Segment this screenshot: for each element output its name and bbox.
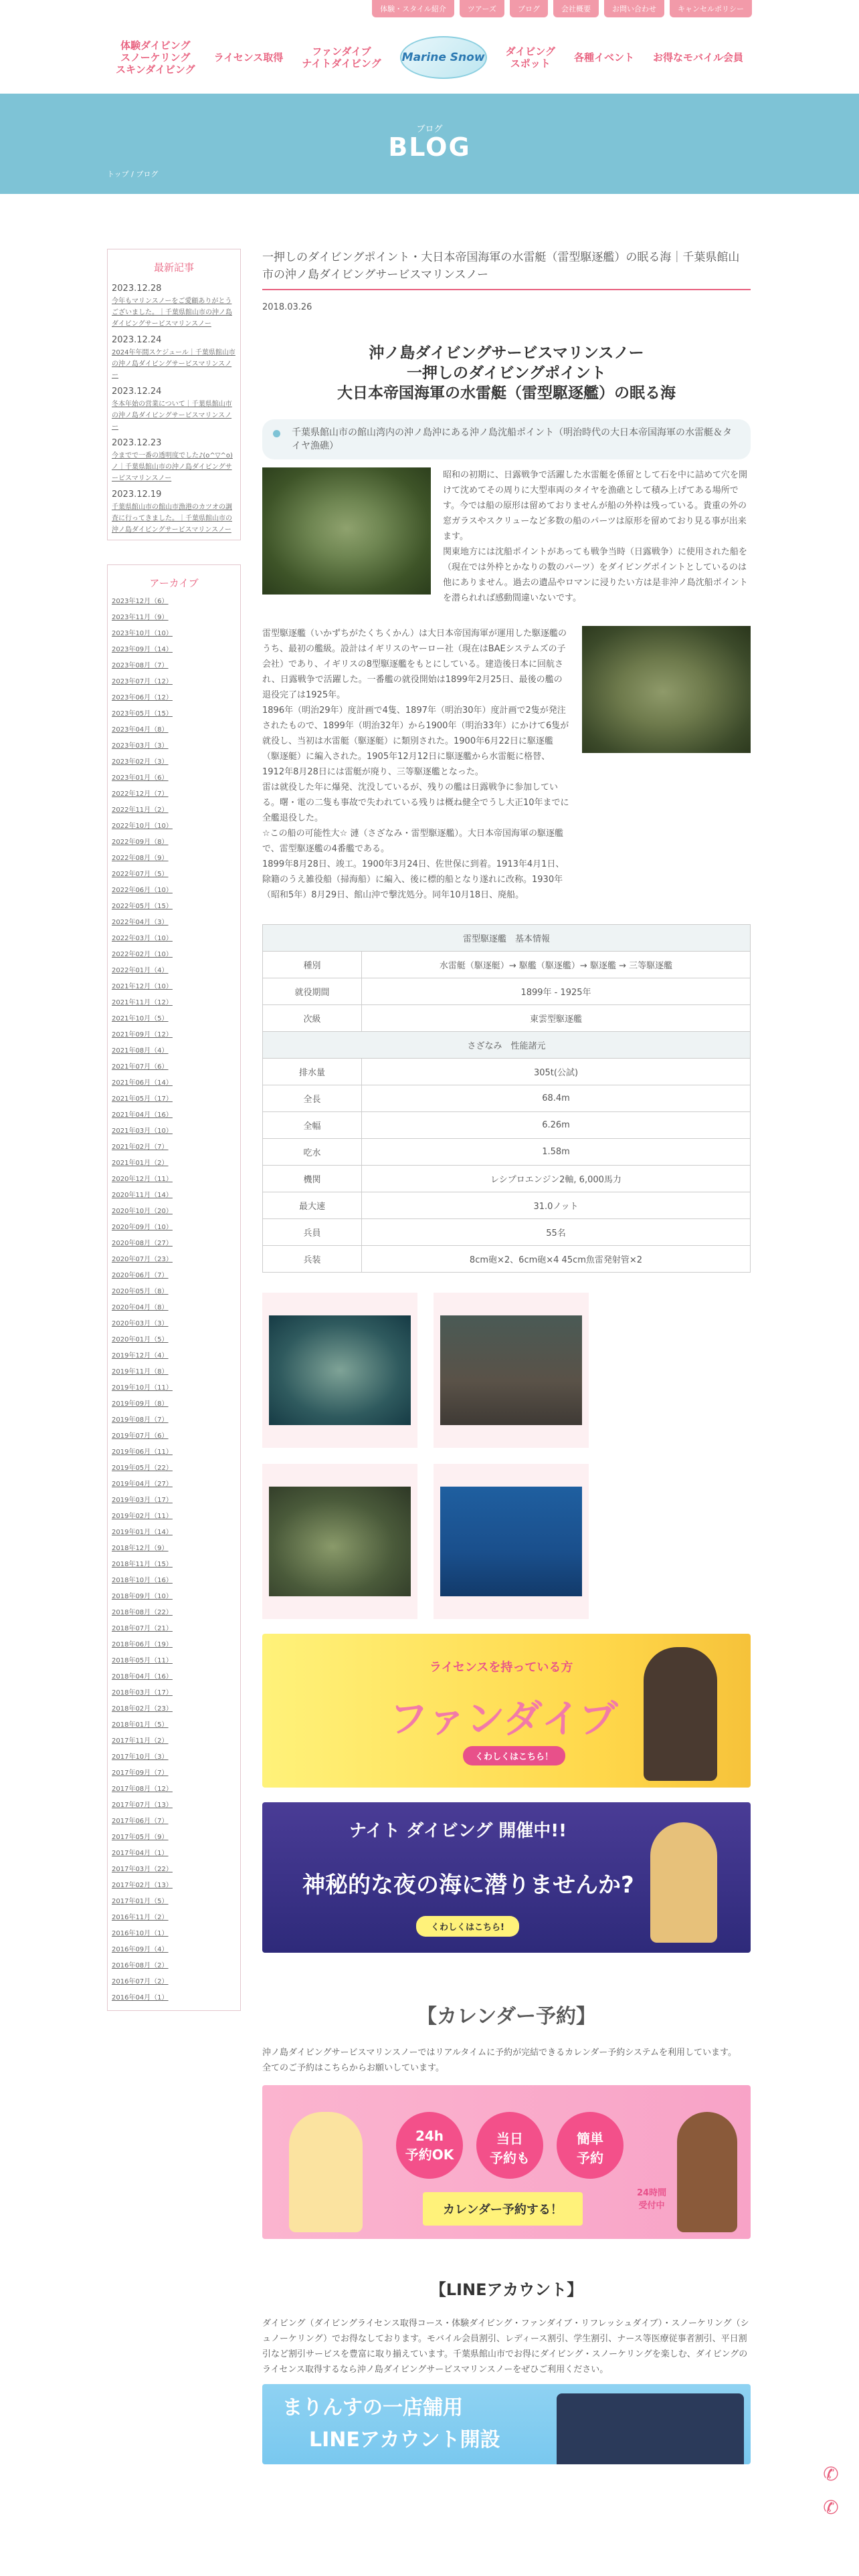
nav-events[interactable]: 各種イベント — [574, 51, 635, 64]
recent-date: 2023.12.24 — [112, 387, 162, 397]
archive-link[interactable]: 2022年04月（3） — [112, 919, 169, 926]
archive-link[interactable]: 2021年10月（5） — [112, 1015, 169, 1023]
table-value: 305t(公試) — [362, 1059, 751, 1085]
archive-link[interactable]: 2021年08月（4） — [112, 1047, 169, 1055]
archive-link[interactable]: 2018年03月（17） — [112, 1689, 173, 1697]
table-value: 東雲型駆逐艦 — [362, 1005, 751, 1032]
archive-link[interactable]: 2023年10月（10） — [112, 630, 173, 637]
intro-paragraph: 昭和の初期に、日露戦争で活躍した水雷艇を係留として石を中に詰めて穴を開けて沈めてその周りに大型車両のタイヤを漁礁として積み上げてある場所です。今では船の原形は留めておりませんが船の外枠は残っている。貴重の外の窓ガラスやスクリューなど多数の船のパーツは原形を留めており見る事が出来ます。 関東地方には沈船ポイントがあっても戦争当時（日露戦争）に使用された船を（現在では外枠とかなりの数のパーツ）をダイビングポイントとしているのは他にありません。過去の遺品やロマンに浸りたい方は是非沖ノ島沈船ポイントを潜られれば感動間違いないです。 — [443, 470, 748, 603]
nav-fundive[interactable]: ファンダイブ ナイトダイビング — [302, 45, 381, 70]
table-header: 雷型駆逐艦 基本情報 — [263, 925, 751, 952]
table-key: 全長 — [263, 1085, 362, 1112]
breadcrumb[interactable]: トップ / ブログ — [107, 170, 159, 179]
staff-character — [677, 2112, 737, 2232]
table-key: 次級 — [263, 1005, 362, 1032]
archive-link[interactable]: 2019年07月（6） — [112, 1432, 169, 1440]
archive-link[interactable]: 2022年03月（10） — [112, 935, 173, 942]
archive-link[interactable]: 2020年07月（23） — [112, 1256, 173, 1263]
archive-link[interactable]: 2020年01月（5） — [112, 1336, 169, 1344]
table-row — [263, 952, 751, 978]
archive-link[interactable]: 2022年12月（7） — [112, 790, 169, 798]
archive-link[interactable]: 2018年06月（19） — [112, 1641, 173, 1648]
archive-link[interactable]: 2021年09月（12） — [112, 1031, 173, 1039]
archive-link[interactable]: 2016年04月（1） — [112, 1994, 169, 2002]
badge-24h: 24h 予約OK — [396, 2112, 463, 2179]
night-small: ナイト ダイビング 開催中!! — [349, 1821, 567, 1841]
recent-date: 2023.12.19 — [112, 490, 162, 500]
line-text: ダイビング（ダイビングライセンス取得コース・体験ダイビング・ファンダイブ・リフレッシュダイブ）・スノーケリング（シュノーケリング）でお得なしております。モバイル会員割引、レディース割引、学生割引、ナース等医療従事者割引、平日割引など割引サービスを豊富に取り揃えています。千葉県館山市でお得にダイビング・スノーケリングを楽しむ、ダイビングのライセンス取得するなら沖ノ島ダイビングサービスマリンスノーをぜひご利用ください。 — [262, 2319, 749, 2375]
recent-post-link[interactable]: 冬本年始の営業について｜千葉県館山市の沖ノ島ダイビングサービスマリンスノー — [112, 401, 232, 431]
recent-post-link[interactable]: 2024年年間スケジュール｜千葉県館山市の沖ノ島ダイビングサービスマリンスノー — [112, 349, 235, 379]
recent-post-link[interactable]: 今までで一番の透明度でした♪(o^▽^o)ノ｜千葉県館山市の沖ノ島ダイビングサービスマリンスノー — [112, 452, 233, 482]
table-key: 最大速 — [263, 1192, 362, 1219]
archive-link[interactable]: 2018年02月（23） — [112, 1705, 173, 1713]
archive-link[interactable]: 2017年01月（5） — [112, 1898, 169, 1905]
night-button[interactable]: くわしくはこちら! — [416, 1916, 519, 1937]
archive-link[interactable]: 2018年08月（22） — [112, 1609, 173, 1616]
archive-link[interactable]: 2017年05月（9） — [112, 1834, 169, 1841]
archive-link[interactable]: 2020年08月（27） — [112, 1240, 173, 1247]
fundive-small: ライセンスを持っている方 — [430, 1660, 573, 1675]
archive-link[interactable]: 2022年05月（15） — [112, 903, 173, 910]
archive-link[interactable]: 2021年12月（10） — [112, 983, 173, 990]
archive — [107, 564, 241, 2011]
archive-link[interactable]: 2022年09月（8） — [112, 839, 169, 846]
table-key: 全幅 — [263, 1112, 362, 1139]
night-character — [650, 1822, 717, 1943]
recent-date: 2023.12.23 — [112, 438, 162, 448]
recent-title: 最新記事 — [153, 261, 194, 274]
archive-link[interactable]: 2023年05月（15） — [112, 710, 173, 718]
top-link-cancel[interactable]: キャンセルポリシー — [670, 0, 752, 17]
archive-link[interactable]: 2019年02月（11） — [112, 1513, 173, 1520]
archive-link[interactable]: 2017年06月（7） — [112, 1818, 169, 1825]
table-header: さざなみ 性能諸元 — [263, 1032, 751, 1059]
archive-link[interactable]: 2020年12月（11） — [112, 1176, 173, 1183]
archive-link[interactable]: 2021年05月（17） — [112, 1095, 173, 1103]
top-links — [372, 0, 752, 17]
line-big: まりんすの一店舗用 — [282, 2396, 463, 2420]
archive-link[interactable]: 2020年05月（8） — [112, 1288, 169, 1295]
archive-link[interactable]: 2019年11月（8） — [112, 1368, 169, 1376]
table-value: 6.26m — [362, 1112, 751, 1139]
archive-link[interactable]: 2023年12月（6） — [112, 598, 169, 605]
table-row — [263, 1005, 751, 1032]
phone-icon[interactable]: ✆ — [823, 2463, 839, 2485]
archive-link[interactable]: 2019年01月（14） — [112, 1529, 173, 1536]
archive-link[interactable]: 2019年08月（7） — [112, 1416, 169, 1424]
table-value: 1899年 - 1925年 — [362, 978, 751, 1005]
archive-link[interactable]: 2023年03月（3） — [112, 742, 169, 750]
article — [262, 249, 751, 2464]
archive-link[interactable]: 2023年06月（12） — [112, 694, 173, 702]
table-value: レシプロエンジン2軸, 6,000馬力 — [362, 1166, 751, 1192]
archive-link[interactable]: 2019年04月（27） — [112, 1481, 173, 1488]
section-subheading: 千葉県館山市の館山湾内の沖ノ島沖にある沖ノ島沈船ポイント（明治時代の大日本帝国海軍の水雷艇＆タイヤ漁礁） — [262, 419, 751, 459]
heading-line: 沖ノ島ダイビングサービスマリンスノー — [369, 344, 644, 362]
top-link-company[interactable]: 会社概要 — [553, 0, 599, 17]
archive-link[interactable]: 2022年11月（2） — [112, 807, 169, 814]
calendar-title: 【カレンダー予約】 — [416, 2005, 597, 2028]
archive-link[interactable]: 2021年11月（12） — [112, 999, 173, 1006]
archive-link[interactable]: 2019年03月（17） — [112, 1497, 173, 1504]
calendar-text: 沖ノ島ダイビングサービスマリンスノーではリアルタイムに予約が完結できるカレンダー予約システムを利用しています。 全てのご予約はこちらからお願いしています。 — [262, 2048, 737, 2073]
fundive-big: ファンダイブ — [389, 1696, 618, 1741]
archive-link[interactable]: 2019年12月（4） — [112, 1352, 169, 1360]
badge-sameday: 当日 予約も — [476, 2112, 543, 2179]
archive-link[interactable]: 2017年04月（1） — [112, 1850, 169, 1857]
archive-link[interactable]: 2023年07月（12） — [112, 678, 173, 685]
heading-line: 大日本帝国海軍の水雷艇（雷型駆逐艦）の眠る海 — [337, 385, 676, 402]
table-value: 55名 — [362, 1219, 751, 1246]
table-key: 兵員 — [263, 1219, 362, 1246]
archive-link[interactable]: 2023年04月（8） — [112, 726, 169, 734]
recent-post-link[interactable]: 今年もマリンスノーをご愛顧ありがとうございました。｜千葉県館山市の沖ノ島ダイビングサービスマリンスノー — [112, 298, 232, 328]
night-big: 神秘的な夜の海に潜りませんか? — [302, 1872, 634, 1899]
archive-link[interactable]: 2020年09月（10） — [112, 1224, 173, 1231]
gallery-item[interactable] — [434, 1293, 589, 1448]
archive-title: アーカイブ — [149, 577, 199, 589]
recent-date: 2023.12.24 — [112, 335, 162, 345]
archive-link[interactable]: 2016年09月（4） — [112, 1946, 169, 1953]
archive-link[interactable]: 2020年06月（7） — [112, 1272, 169, 1279]
article-heading — [262, 343, 751, 403]
table-row — [263, 1192, 751, 1219]
archive-link[interactable]: 2018年12月（9） — [112, 1545, 169, 1552]
fundive-banner[interactable] — [262, 1634, 751, 1788]
table-row — [263, 1219, 751, 1246]
archive-link[interactable]: 2019年05月（22） — [112, 1465, 173, 1472]
fundive-button[interactable]: くわしくはこちら！ — [463, 1746, 565, 1765]
archive-link[interactable]: 2017年10月（3） — [112, 1753, 169, 1761]
line-sub: LINEアカウント開設 — [309, 2428, 500, 2452]
table-key: 兵装 — [263, 1246, 362, 1273]
archive-link[interactable]: 2022年07月（5） — [112, 871, 169, 878]
archive-link[interactable]: 2017年02月（13） — [112, 1882, 173, 1889]
archive-link[interactable]: 2020年10月（20） — [112, 1208, 173, 1215]
table-value: 68.4m — [362, 1085, 751, 1112]
archive-link[interactable]: 2019年09月（8） — [112, 1400, 169, 1408]
table-value: 31.0ノット — [362, 1192, 751, 1219]
archive-link[interactable]: 2016年07月（2） — [112, 1978, 169, 1985]
table-value: 8cm砲×2、6cm砲×4 45cm魚雷発射管×2 — [362, 1246, 751, 1273]
archive-link[interactable]: 2020年04月（8） — [112, 1304, 169, 1311]
hero-title: BLOG — [388, 132, 471, 162]
archive-link[interactable]: 2016年11月（2） — [112, 1914, 169, 1921]
table-row — [263, 1166, 751, 1192]
nav-trial[interactable]: 体験ダイビング スノーケリング スキンダイビング — [115, 39, 195, 76]
table-key: 種別 — [263, 952, 362, 978]
logo-text: Marine Snow — [401, 51, 485, 64]
archive-link[interactable]: 2019年06月（11） — [112, 1448, 173, 1456]
nav-license[interactable]: ライセンス取得 — [213, 51, 284, 64]
gallery-item[interactable] — [262, 1464, 417, 1619]
archive-link[interactable]: 2018年11月（15） — [112, 1561, 173, 1568]
archive-link[interactable]: 2021年01月（2） — [112, 1160, 169, 1167]
badge-easy: 簡単 予約 — [557, 2112, 624, 2179]
archive-link[interactable]: 2023年01月（6） — [112, 774, 169, 782]
archive-link[interactable]: 2021年06月（14） — [112, 1079, 173, 1087]
archive-link[interactable]: 2022年01月（4） — [112, 967, 169, 974]
archive-link[interactable]: 2016年10月（1） — [112, 1930, 169, 1937]
calendar-24h-badge: 24時間 受付中 — [637, 2188, 667, 2211]
phone-mockup — [557, 2393, 744, 2464]
heading-line: 一押しのダイビングポイント — [406, 364, 607, 382]
nav-spots[interactable]: ダイビング スポット — [505, 45, 556, 70]
archive-link[interactable]: 2020年11月（14） — [112, 1192, 173, 1199]
archive-link[interactable]: 2018年01月（5） — [112, 1721, 169, 1729]
site-header — [0, 24, 859, 91]
archive-link[interactable]: 2019年10月（11） — [112, 1384, 173, 1392]
table-value: 1.58m — [362, 1139, 751, 1166]
archive-link[interactable]: 2018年09月（10） — [112, 1593, 173, 1600]
table-row — [263, 1059, 751, 1085]
archive-link[interactable]: 2020年03月（3） — [112, 1320, 169, 1327]
table-key: 排水量 — [263, 1059, 362, 1085]
table-row — [263, 1246, 751, 1273]
archive-link[interactable]: 2017年08月（12） — [112, 1786, 173, 1793]
archive-link[interactable]: 2017年03月（22） — [112, 1866, 173, 1873]
archive-link[interactable]: 2018年04月（16） — [112, 1673, 173, 1681]
archive-link[interactable]: 2017年07月（13） — [112, 1802, 173, 1809]
table-row — [263, 1085, 751, 1112]
history-paragraph: 雷型駆逐艦（いかずちがたくちくかん）は大日本帝国海軍が運用した駆逐艦のうち、最初の艦級。設計はイギリスのヤーロー社（現在はBAEシステムズの子会社）であり、イギリスの8型駆逐艦をもとにしている。建造後日本に回航され、日露戦争で活躍した。一番艦の就役開始は1899年2月25日、最後の艦の退役完了は1925年。 1896年（明治29年）度計画で4隻、1897年（明治30年）度計画で2隻が発注されたもので、1899年（明治32年）から1900年（明治33年）にかけて6隻が就役し、当初は水雷艇（駆逐艇）に類別された。1900年6月22日に駆逐艦（駆逐艇）に編入された。1905年12月12日に駆逐艦から水雷艇に格替、1912年8月28日には雷艇が廃り、三等駆逐艦となった。 雷は就役した年に爆発、沈没しているが、残りの艦は日露戦争に参加している。曙・電の二隻も事故で失われている残りは概ね健全でうし大正10年までに全艦退役した。 ☆この船の可能性大☆ 漣（さざなみ・雷型駆逐艦）。大日本帝国海軍の駆逐艦で、雷型駆逐艦の4番艦である。 1899年8月28日、竣工。1900年3月24日、佐世保に到着。1913年4月1日、除籍のうえ雑役船（掃海船）に編入、後に標的船となり遂れに改称。1930年（昭和5年）8月29日、館山沖で撃沈処分。同年10月18日、廃船。 — [262, 629, 569, 900]
recent-posts — [107, 249, 241, 540]
archive-link[interactable]: 2018年05月（11） — [112, 1657, 173, 1665]
table-key: 吃水 — [263, 1139, 362, 1166]
top-link-style[interactable]: 体験・スタイル紹介 — [372, 0, 454, 17]
night-dive-banner[interactable] — [262, 1802, 751, 1953]
archive-link[interactable]: 2021年04月（16） — [112, 1111, 173, 1119]
line-title: 【LINEアカウント】 — [430, 2280, 583, 2299]
post-title: 一押しのダイビングポイント・大日本帝国海軍の水雷艇（雷型駆逐艦）の眠る海｜千葉県館山市の沖ノ島ダイビングサービスマリンスノー — [262, 249, 751, 290]
table-row — [263, 1112, 751, 1139]
table-row — [263, 978, 751, 1005]
table-value: 水雷艇（駆逐艇）→ 駆艦（駆逐艦）→ 駆逐艦 → 三等駆逐艦 — [362, 952, 751, 978]
gallery-item[interactable] — [434, 1464, 589, 1619]
top-link-tours[interactable]: ツアーズ — [460, 0, 504, 17]
archive-link[interactable]: 2021年02月（7） — [112, 1144, 169, 1151]
top-link-contact[interactable]: お問い合わせ — [604, 0, 664, 17]
site-logo[interactable] — [400, 36, 487, 79]
nav-mobile-member[interactable]: お得なモバイル会員 — [653, 51, 744, 64]
recent-post-link[interactable]: 千葉県館山市の館山市漁港のカツオの調査に行ってきました。｜千葉県館山市の沖ノ島ダイビングサービスマリンスノー — [112, 504, 232, 534]
archive-link[interactable]: 2022年08月（9） — [112, 855, 169, 862]
archive-link[interactable]: 2018年07月（21） — [112, 1625, 173, 1632]
phone-icon[interactable]: ✆ — [823, 2496, 839, 2518]
table-key: 就役期間 — [263, 978, 362, 1005]
calendar-button[interactable]: カレンダー予約する！ — [423, 2192, 583, 2226]
archive-link[interactable]: 2021年07月（6） — [112, 1063, 169, 1071]
archive-link[interactable]: 2017年09月（7） — [112, 1769, 169, 1777]
tire-reef-photo — [582, 626, 751, 753]
table-key: 機関 — [263, 1166, 362, 1192]
archive-link[interactable]: 2017年11月（2） — [112, 1737, 169, 1745]
woman-character — [289, 2112, 363, 2232]
calendar-banner[interactable] — [262, 2085, 751, 2239]
wreck-photo — [262, 467, 431, 595]
archive-link[interactable]: 2022年02月（10） — [112, 951, 173, 958]
line-banner[interactable] — [262, 2384, 751, 2464]
archive-link[interactable]: 2018年10月（16） — [112, 1577, 173, 1584]
archive-link[interactable]: 2023年02月（3） — [112, 758, 169, 766]
post-date: 2018.03.26 — [262, 302, 312, 312]
top-link-blog[interactable]: ブログ — [510, 0, 548, 17]
archive-link[interactable]: 2023年11月（9） — [112, 614, 169, 621]
archive-link[interactable]: 2016年08月（2） — [112, 1962, 169, 1969]
archive-link[interactable]: 2023年08月（7） — [112, 662, 169, 669]
archive-link[interactable]: 2021年03月（10） — [112, 1128, 173, 1135]
gallery-item[interactable] — [262, 1293, 417, 1448]
archive-link[interactable]: 2022年10月（10） — [112, 823, 173, 830]
photo-gallery — [262, 1293, 751, 1619]
diver-character — [644, 1647, 717, 1781]
archive-link[interactable]: 2023年09月（14） — [112, 646, 173, 653]
table-row — [263, 1139, 751, 1166]
sidebar — [107, 249, 241, 2011]
hero-subtitle: ブログ — [416, 124, 443, 134]
page-hero — [0, 94, 859, 194]
spec-table — [262, 924, 751, 1273]
recent-date: 2023.12.28 — [112, 284, 162, 294]
archive-link[interactable]: 2022年06月（10） — [112, 887, 173, 894]
